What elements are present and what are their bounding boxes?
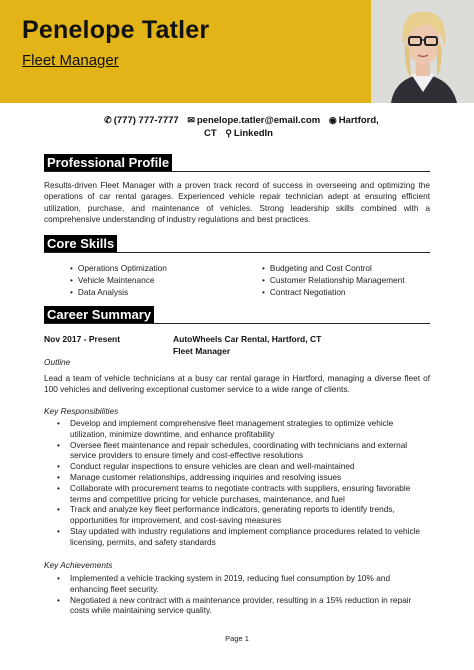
responsibilities-label: Key Responsibilities bbox=[44, 406, 119, 416]
portrait-image bbox=[371, 0, 474, 103]
skill-item: • Data Analysis bbox=[70, 286, 167, 298]
skills-list-right bbox=[262, 262, 405, 298]
company-name: AutoWheels Car Rental, Hartford, CT bbox=[173, 334, 322, 344]
link-icon: ⚲ bbox=[225, 128, 232, 138]
skill-item: • Customer Relationship Management bbox=[262, 274, 405, 286]
skill-item: • Budgeting and Cost Control bbox=[262, 262, 405, 274]
outline-label: Outline bbox=[44, 357, 71, 367]
skills-heading: Core Skills bbox=[44, 235, 117, 252]
linkedin-text: LinkedIn bbox=[233, 128, 273, 139]
list-item: • Oversee fleet maintenance and repair schedules, coordinating with technicians and external service providers to ensure timely and cost-effective resolutions bbox=[54, 440, 430, 462]
candidate-name: Penelope Tatler bbox=[22, 16, 210, 44]
candidate-title: Fleet Manager bbox=[22, 52, 119, 69]
list-item: • Manage customer relationships, addressing inquiries and resolving issues bbox=[54, 472, 430, 483]
role-title: Fleet Manager bbox=[173, 345, 231, 356]
list-item: • Stay updated with industry regulations and implement compliance procedures related to vehicle licensing, permits, and safety standards bbox=[54, 526, 430, 548]
outline-text: Lead a team of vehicle technicians at a busy car rental garage in Hartford, managing a diverse fleet of 100 vehicles and delivering exceptional customer service to a wide range of clients. bbox=[44, 373, 430, 395]
responsibilities-list bbox=[54, 418, 430, 548]
linkedin-contact[interactable] bbox=[225, 128, 273, 139]
profile-photo bbox=[371, 0, 474, 103]
list-item: • Track and analyze key fleet performance indicators, generating reports to identify trends, opportunities for improvement, and cost-saving measures bbox=[54, 504, 430, 526]
list-item: • Develop and implement comprehensive fleet management strategies to optimize vehicle utilization, minimize downtime, and enhance profitability bbox=[54, 418, 430, 440]
profile-divider bbox=[44, 171, 430, 172]
globe-icon: ◉ bbox=[328, 115, 337, 125]
list-item: • Conduct regular inspections to ensure vehicles are clean and well-maintained bbox=[54, 461, 430, 472]
skill-item: • Vehicle Maintenance bbox=[70, 274, 167, 286]
page-number: Page 1 bbox=[225, 634, 249, 643]
location-text: Hartford, CT bbox=[204, 115, 379, 139]
skills-list-left bbox=[70, 262, 167, 298]
list-item: • Negotiated a new contract with a maintenance provider, resulting in a 15% reduction in repair costs while maintaining service quality. bbox=[54, 595, 430, 617]
email-contact[interactable] bbox=[187, 115, 320, 126]
skills-divider bbox=[44, 252, 430, 253]
list-item: • Collaborate with procurement teams to negotiate contracts with suppliers, ensuring favorable terms and competitive pricing for vehicle purchases, maintenance, and fuel bbox=[54, 483, 430, 505]
profile-heading: Professional Profile bbox=[44, 154, 172, 171]
list-item: • Implemented a vehicle tracking system in 2019, reducing fuel consumption by 10% and enhancing fleet security. bbox=[54, 573, 430, 595]
skill-item: • Operations Optimization bbox=[70, 262, 167, 274]
envelope-icon: ✉ bbox=[187, 115, 195, 125]
career-divider bbox=[44, 323, 430, 324]
career-heading: Career Summary bbox=[44, 306, 154, 323]
achievements-list bbox=[54, 573, 430, 616]
email-text: penelope.tatler@email.com bbox=[196, 115, 321, 126]
employment-dates: Nov 2017 - Present bbox=[44, 334, 121, 344]
contact-info bbox=[100, 114, 380, 140]
phone-icon: ✆ bbox=[104, 115, 112, 125]
profile-text: Results-driven Fleet Manager with a proven track record of success in overseeing and optimizing the operations of car rental garages. Experienced vehicle repair technician adept at ensuring efficient utilization, purchase, and maintenance of vehicles. Strong leadership skills combined with a comprehensive understanding of industry regulations and best practices. bbox=[44, 180, 430, 225]
employer bbox=[173, 334, 321, 357]
achievements-label: Key Achievements bbox=[44, 560, 113, 570]
skill-item: • Contract Negotiation bbox=[262, 286, 405, 298]
phone-contact[interactable] bbox=[104, 115, 179, 126]
phone-text: (777) 777-7777 bbox=[113, 115, 179, 126]
